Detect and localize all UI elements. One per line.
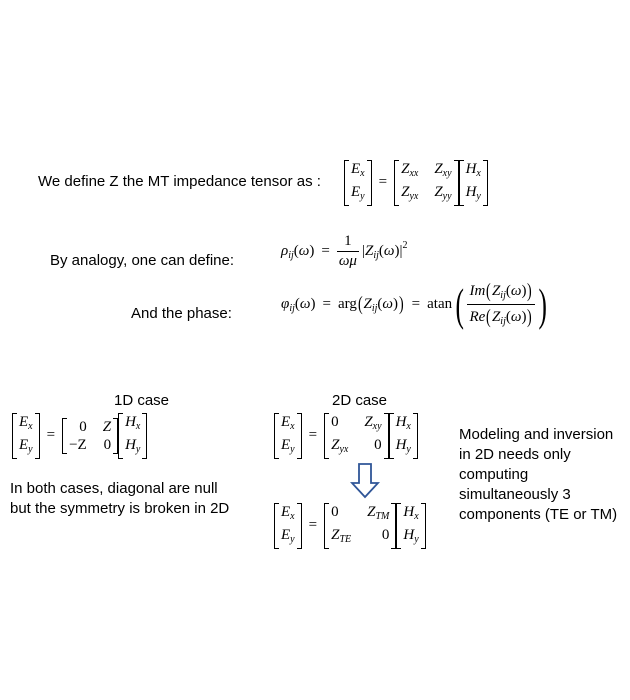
note-left-line: In both cases, diagonal are null [10, 480, 218, 497]
note-right-line: components (TE or TM) [459, 506, 618, 523]
note-left-line: but the symmetry is broken in 2D [10, 500, 230, 517]
phase-equation: $\varphi_{ij}(\omega) = arg(Z_{ij}(\omega)) = atan$( $\frac{Im(Z_{ij}(\omega))}{Re(Z_{ij}(\omega))}$ ) [281, 278, 548, 330]
intro-text: We define Z the MT impedance tensor as : [38, 173, 321, 190]
equation-2d: $E_x$ $E_y$ = 0 $Z_{xy}$ $Z_{yx}$ 0 $H_x$ $H_y$ [274, 413, 418, 459]
down-arrow-icon [350, 463, 380, 499]
analogy-text: By analogy, one can define: [50, 252, 235, 269]
note-right-line: in 2D needs only [459, 446, 571, 463]
equation-te-tm: $E_x$ $E_y$ = 0 $Z_{TM}$ $Z_{TE}$ 0 $H_x$ $H_y$ [274, 503, 426, 549]
note-right [459, 425, 617, 525]
case-2d-title: 2D case [332, 392, 388, 409]
note-left [10, 479, 229, 519]
resistivity-equation: $\rho_{ij}(\omega)$ = $\frac{1}{\omega\mu}$ $|Z_{ij}(\omega)|^2$ [281, 233, 408, 269]
note-right-line: computing [459, 466, 529, 483]
note-right-line: Modeling and inversion [459, 426, 614, 443]
impedance-tensor-equation: $E_x$ $E_y$ = $Z_{xx}$ $Z_{xy}$ $Z_{yx}$ $Z_{yy}$ $H_x$ $H_y$ [344, 160, 488, 206]
equation-1d: $E_x$ $E_y$ = 0 Z −Z 0 $H_x$ $H_y$ [12, 413, 147, 459]
case-1d-title: 1D case [114, 392, 170, 409]
note-right-line: simultaneously 3 [459, 486, 571, 503]
phase-text: And the phase: [131, 305, 232, 322]
